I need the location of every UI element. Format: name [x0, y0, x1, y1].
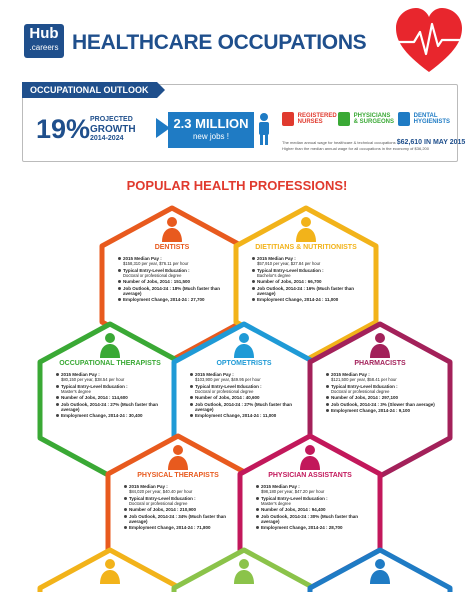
logo-hub-text: Hub	[29, 25, 59, 42]
education-value: Doctoral or professional degree	[129, 500, 188, 506]
bullet-icon	[256, 508, 259, 511]
projected-label: PROJECTED	[90, 116, 133, 123]
jobs-count: Number of Jobs, 2014 : 40,600	[195, 395, 260, 400]
pay-value: $158,310 per year, $76.11 per hour	[123, 261, 189, 266]
occupation-label-3b: HYGIENISTS	[413, 119, 451, 125]
bullet-icon	[56, 373, 59, 376]
jobs-count: Number of Jobs, 2014 : 210,900	[129, 507, 197, 512]
detail-row-edu	[256, 496, 368, 506]
jobs-count: Number of Jobs, 2014 : 151,500	[123, 279, 191, 284]
page-title: HEALTHCARE OCCUPATIONS	[72, 31, 367, 54]
wheelchair-icon	[96, 332, 124, 358]
bullet-icon	[124, 508, 127, 511]
bullet-icon	[118, 280, 121, 283]
profession-details	[256, 484, 368, 532]
profession-details	[252, 256, 364, 304]
bullet-icon	[256, 515, 259, 518]
occupation-label-3a: DENTAL	[413, 113, 438, 119]
detail-row-pay	[252, 256, 364, 266]
detail-row-change	[252, 297, 364, 302]
detail-row-jobs	[56, 395, 168, 400]
growth-years: 2014-2024	[90, 135, 124, 142]
profession-details	[56, 372, 168, 420]
growth-percent: 19%	[36, 114, 91, 144]
pay-value: $57,910 per year, $27.84 per hour	[257, 261, 321, 266]
education-value: Master's degree	[261, 500, 291, 506]
detail-row-change	[326, 408, 438, 413]
detail-row-edu	[252, 268, 364, 278]
popular-professions-heading: POPULAR HEALTH PROFESSIONS!	[126, 178, 348, 193]
profession-card-partial	[36, 546, 184, 592]
bullet-icon	[190, 403, 193, 406]
education-label: Typical Entry-Level Education :	[261, 495, 328, 501]
bullet-icon	[56, 414, 59, 417]
bullet-icon	[118, 298, 121, 301]
detail-row-edu	[56, 384, 168, 394]
employment-change: Employment Change, 2014-24 : 27,700	[123, 297, 205, 302]
bullet-icon	[326, 409, 329, 412]
jobs-count: Number of Jobs, 2014 : 297,100	[331, 395, 399, 400]
jobs-count: Number of Jobs, 2014 : 114,600	[61, 395, 128, 400]
pay-label: 2015 Median Pay :	[261, 484, 300, 489]
education-value: Doctoral or professional degree	[331, 388, 390, 394]
bullet-icon	[56, 403, 59, 406]
job-outlook: Job Outlook, 2014-24 : 34% (Much faster than average)	[129, 513, 227, 524]
profession-name: DIETITIANS & NUTRITIONISTS	[255, 244, 357, 251]
detail-row-pay	[56, 372, 168, 382]
bullet-icon	[256, 497, 259, 500]
bullet-icon	[326, 373, 329, 376]
detail-row-jobs	[256, 507, 368, 512]
detail-row-pay	[256, 484, 368, 494]
bullet-icon	[256, 526, 259, 529]
occupation-label-2b: & SURGEONS	[353, 119, 395, 125]
occupation-registered-nurses	[282, 112, 337, 138]
median-wage-note	[282, 139, 466, 151]
bullet-icon	[252, 298, 255, 301]
detail-row-edu	[124, 496, 236, 506]
profession-card-partial	[306, 546, 454, 592]
detail-row-outlook	[190, 402, 302, 412]
bullet-icon	[118, 287, 121, 290]
bullet-icon	[56, 396, 59, 399]
new-jobs-label: new jobs !	[192, 132, 230, 141]
detail-row-outlook	[326, 402, 438, 407]
detail-row-jobs	[190, 395, 302, 400]
nutrition-icon	[292, 216, 320, 242]
bullet-icon	[252, 280, 255, 283]
profession-card-partial	[170, 546, 318, 592]
job-outlook: Job Outlook, 2014-24 : 30% (Much faster than average)	[261, 513, 359, 524]
wage-value: $62,610 IN MAY 2015	[396, 139, 466, 146]
jobs-count: Number of Jobs, 2014 : 94,400	[261, 507, 326, 512]
growth-label: GROWTH	[90, 124, 136, 135]
profession-name: DENTISTS	[154, 244, 190, 251]
bullet-icon	[326, 385, 329, 388]
hub-careers-logo	[24, 24, 64, 58]
profession-details	[124, 484, 236, 532]
jobs-count: Number of Jobs, 2014 : 66,700	[257, 279, 322, 284]
job-outlook: Job Outlook, 2014-24 : 18% (Much faster than average)	[123, 285, 221, 296]
detail-row-outlook	[124, 514, 236, 524]
bullet-icon	[190, 385, 193, 388]
education-label: Typical Entry-Level Education :	[195, 383, 262, 389]
education-label: Typical Entry-Level Education :	[129, 495, 196, 501]
pay-value: $84,020 per year, $40.40 per hour	[129, 489, 193, 494]
wage-note: Higher than the median annual wage for all occupations in the economy of $36,200	[282, 146, 429, 151]
job-outlook: Job Outlook, 2014-24 : 27% (Much faster than average)	[195, 401, 293, 412]
occupation-dental-hygienists	[398, 112, 450, 138]
therapy-icon	[164, 444, 192, 470]
dentist-icon	[158, 216, 186, 242]
profession-details	[118, 256, 230, 304]
bullet-icon	[256, 485, 259, 488]
employment-change: Employment Change, 2014-24 : 71,800	[129, 525, 211, 530]
employment-change: Employment Change, 2014-24 : 11,000	[195, 413, 277, 418]
bullet-icon	[190, 373, 193, 376]
pay-value: $121,500 per year, $58.41 per hour	[331, 377, 397, 382]
pay-label: 2015 Median Pay :	[123, 256, 162, 261]
education-label: Typical Entry-Level Education :	[61, 383, 128, 389]
detail-row-change	[56, 413, 168, 418]
detail-row-change	[124, 525, 236, 530]
occupation-label-1b: NURSES	[297, 119, 323, 125]
bullet-icon	[190, 414, 193, 417]
new-jobs-value: 2.3 MILLION	[173, 116, 249, 131]
bullet-icon	[252, 287, 255, 290]
detail-row-outlook	[118, 286, 230, 296]
nurse-icon	[282, 112, 294, 126]
detail-row-change	[118, 297, 230, 302]
education-value: Doctoral or professional degree	[123, 272, 182, 278]
education-value: Master's degree	[61, 388, 91, 394]
detail-row-change	[190, 413, 302, 418]
wage-text: The median annual wage for healthcare & technical occupations	[282, 140, 396, 145]
profession-name: PHYSICIAN ASSISTANTS	[268, 472, 352, 479]
education-value: Bachelor's degree	[257, 272, 291, 278]
occupation-label-2a: PHYSICIANS	[353, 113, 391, 119]
bullet-icon	[252, 257, 255, 260]
employment-change: Employment Change, 2014-24 : 9,100	[331, 408, 411, 413]
occupational-outlook-tab: OCCUPATIONAL OUTLOOK	[22, 82, 157, 98]
education-label: Typical Entry-Level Education :	[123, 267, 190, 273]
bullet-icon	[124, 497, 127, 500]
nurse-icon	[230, 558, 258, 584]
person-icon	[256, 112, 272, 146]
pay-label: 2015 Median Pay :	[129, 484, 168, 489]
assistant-icon	[296, 444, 324, 470]
employment-change: Employment Change, 2014-24 : 11,000	[257, 297, 339, 302]
bullet-icon	[124, 485, 127, 488]
new-jobs-box	[168, 112, 254, 148]
pay-label: 2015 Median Pay :	[331, 372, 370, 377]
detail-row-edu	[326, 384, 438, 394]
bullet-icon	[252, 269, 255, 272]
bullet-icon	[326, 403, 329, 406]
profession-details	[326, 372, 438, 415]
bullet-icon	[124, 526, 127, 529]
eye-icon	[230, 332, 258, 358]
profession-name: PHARMACISTS	[354, 360, 406, 367]
job-outlook: Job Outlook, 2014-24 : 16% (Much faster than average)	[257, 285, 355, 296]
detail-row-edu	[190, 384, 302, 394]
employment-change: Employment Change, 2014-24 : 30,400	[61, 413, 143, 418]
detail-row-pay	[190, 372, 302, 382]
detail-row-jobs	[326, 395, 438, 400]
detail-row-jobs	[118, 279, 230, 284]
job-outlook: Job Outlook, 2014-24 : 3% (Slower than average)	[331, 401, 435, 407]
detail-row-outlook	[252, 286, 364, 296]
detail-row-jobs	[124, 507, 236, 512]
profession-name: OCCUPATIONAL THERAPISTS	[59, 360, 161, 367]
pharmacy-icon	[366, 332, 394, 358]
doctor-icon	[96, 558, 124, 584]
pay-value: $103,900 per year, $49.95 per hour	[195, 377, 261, 382]
pay-value: $98,180 per year, $47.20 per hour	[261, 489, 325, 494]
detail-row-pay	[124, 484, 236, 494]
detail-row-change	[256, 525, 368, 530]
pay-label: 2015 Median Pay :	[257, 256, 296, 261]
bullet-icon	[190, 396, 193, 399]
detail-row-outlook	[256, 514, 368, 524]
bullet-icon	[118, 269, 121, 272]
bullet-icon	[118, 257, 121, 260]
projected-growth-label	[90, 116, 160, 143]
detail-row-jobs	[252, 279, 364, 284]
bullet-icon	[124, 515, 127, 518]
pay-label: 2015 Median Pay :	[61, 372, 100, 377]
education-value: Doctoral or professional degree	[195, 388, 254, 394]
employment-change: Employment Change, 2014-24 : 28,700	[261, 525, 343, 530]
detail-row-edu	[118, 268, 230, 278]
occupation-physicians-surgeons	[338, 112, 394, 138]
detail-row-outlook	[56, 402, 168, 412]
education-label: Typical Entry-Level Education :	[331, 383, 398, 389]
pay-label: 2015 Median Pay :	[195, 372, 234, 377]
bullet-icon	[56, 385, 59, 388]
profession-details	[190, 372, 302, 420]
profession-name: PHYSICAL THERAPISTS	[137, 472, 219, 479]
pay-value: $80,150 per year, $38.54 per hour	[61, 377, 125, 382]
physician-icon	[338, 112, 350, 126]
detail-row-pay	[326, 372, 438, 382]
detail-row-pay	[118, 256, 230, 266]
education-label: Typical Entry-Level Education :	[257, 267, 324, 273]
bullet-icon	[326, 396, 329, 399]
job-outlook: Job Outlook, 2014-24 : 27% (Much faster than average)	[61, 401, 159, 412]
dental-icon	[398, 112, 410, 126]
surgeon-icon	[366, 558, 394, 584]
heart-ekg-icon	[394, 6, 464, 78]
profession-name: OPTOMETRISTS	[216, 360, 272, 367]
logo-careers-text: .careers	[24, 43, 64, 53]
occupation-label-1a: REGISTERED	[297, 113, 337, 119]
